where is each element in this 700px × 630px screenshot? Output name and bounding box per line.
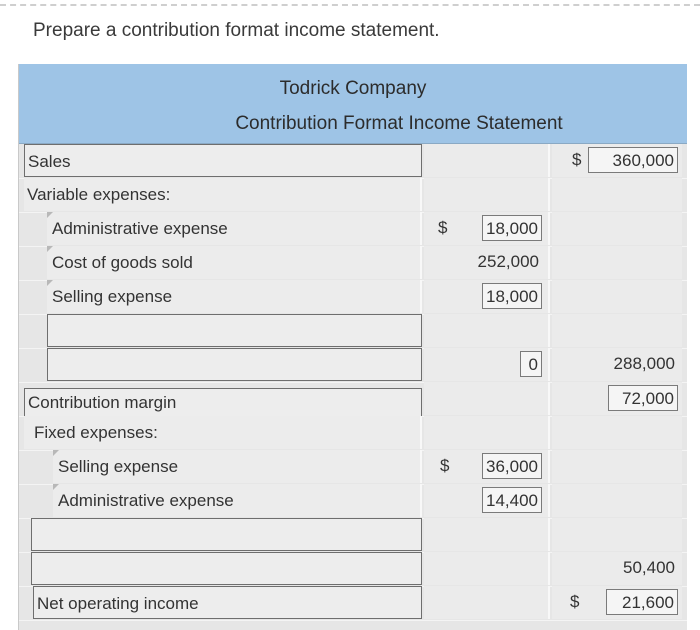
total-variable-amount-field[interactable]: 288,000 — [613, 354, 675, 373]
income-statement-worksheet — [18, 64, 687, 630]
var-heading-col2-cell — [552, 178, 682, 211]
var-admin-amount-field[interactable]: 18,000 — [482, 215, 542, 241]
fixed-admin-col2-cell[interactable] — [552, 484, 682, 517]
variable-expenses-label: Variable expenses: — [24, 178, 422, 211]
fixed-heading-col2-cell — [552, 416, 682, 449]
fixed-admin-amount-field[interactable]: 14,400 — [482, 487, 542, 513]
variable-selling-label-field[interactable]: Selling expense — [47, 280, 422, 313]
fixed-selling-label-field[interactable]: Selling expense — [53, 450, 422, 483]
total-variable-col1-field[interactable]: 0 — [520, 351, 542, 377]
blank-label-field-4[interactable] — [31, 552, 422, 585]
blank1-col1-cell[interactable] — [424, 314, 550, 347]
net-operating-income-label-field[interactable]: Net operating income — [33, 586, 422, 619]
total-fixed-col2-cell — [552, 552, 682, 585]
blank3-col2-cell[interactable] — [552, 518, 682, 551]
variable-admin-label-field[interactable]: Administrative expense — [47, 212, 422, 245]
row-blank-4 — [19, 552, 687, 587]
fixed-selling-col1-cell — [424, 450, 550, 483]
row-blank-1 — [19, 314, 687, 349]
row-blank-2 — [19, 348, 687, 383]
total-variable-col2-cell — [552, 348, 682, 381]
cogs-col1-cell — [424, 246, 550, 279]
row-blank-3 — [19, 518, 687, 553]
row-contribution-margin — [19, 382, 687, 417]
fixed-heading-col1-cell — [424, 416, 550, 449]
sales-amount-field[interactable]: 360,000 — [588, 147, 678, 173]
fixed-selling-amount-field[interactable]: 36,000 — [482, 453, 542, 479]
blank-label-field-2[interactable] — [47, 348, 422, 381]
total-fixed-amount-field[interactable]: 50,400 — [623, 558, 675, 577]
row-net-operating-income — [19, 586, 687, 621]
row-fixed-selling — [19, 450, 687, 485]
var-admin-col1-cell — [424, 212, 550, 245]
net-col1-cell[interactable] — [424, 586, 550, 619]
fixed-expenses-label: Fixed expenses: — [24, 416, 422, 449]
blank1-col2-cell[interactable] — [552, 314, 682, 347]
row-variable-admin — [19, 212, 687, 247]
net-col2-cell — [552, 586, 682, 619]
blank-label-field-3[interactable] — [31, 518, 422, 551]
dollar-sign: $ — [440, 456, 450, 475]
total-variable-col1-cell — [424, 348, 550, 381]
net-operating-income-amount-field[interactable]: 21,600 — [606, 589, 678, 615]
sales-col2-cell — [552, 144, 682, 177]
cogs-amount-field[interactable]: 252,000 — [477, 252, 539, 271]
dollar-sign: $ — [570, 592, 580, 611]
var-admin-col2-cell[interactable] — [552, 212, 682, 245]
sales-label-field[interactable]: Sales — [24, 144, 422, 177]
sales-col1-cell[interactable] — [424, 144, 550, 177]
contribution-col2-cell — [552, 382, 682, 415]
row-fixed-expenses-heading — [19, 416, 687, 451]
var-selling-col2-cell[interactable] — [552, 280, 682, 313]
fixed-admin-col1-cell — [424, 484, 550, 517]
dollar-sign: $ — [572, 150, 582, 169]
row-cogs — [19, 246, 687, 281]
contribution-col1-cell[interactable] — [424, 382, 550, 415]
statement-header — [19, 64, 687, 144]
var-selling-amount-field[interactable]: 18,000 — [482, 283, 542, 309]
company-name: Todrick Company — [279, 78, 427, 99]
row-variable-expenses-heading — [19, 178, 687, 213]
row-sales — [19, 144, 687, 179]
fixed-admin-label-field[interactable]: Administrative expense — [53, 484, 422, 517]
blank4-col1-cell[interactable] — [424, 552, 550, 585]
top-dashed-divider — [0, 4, 700, 6]
blank-label-field-1[interactable] — [47, 314, 422, 347]
cogs-label-field[interactable]: Cost of goods sold — [47, 246, 422, 279]
row-fixed-admin — [19, 484, 687, 519]
cogs-col2-cell[interactable] — [552, 246, 682, 279]
instruction-text: Prepare a contribution format income statement. — [33, 20, 440, 41]
row-variable-selling — [19, 280, 687, 315]
contribution-margin-amount-field[interactable]: 72,000 — [608, 385, 678, 411]
var-heading-col1-cell — [424, 178, 550, 211]
statement-title: Contribution Format Income Statement — [235, 113, 563, 134]
fixed-selling-col2-cell[interactable] — [552, 450, 682, 483]
contribution-margin-label-field[interactable]: Contribution margin — [24, 388, 422, 417]
dollar-sign: $ — [438, 218, 448, 237]
var-selling-col1-cell — [424, 280, 550, 313]
blank3-col1-cell[interactable] — [424, 518, 550, 551]
